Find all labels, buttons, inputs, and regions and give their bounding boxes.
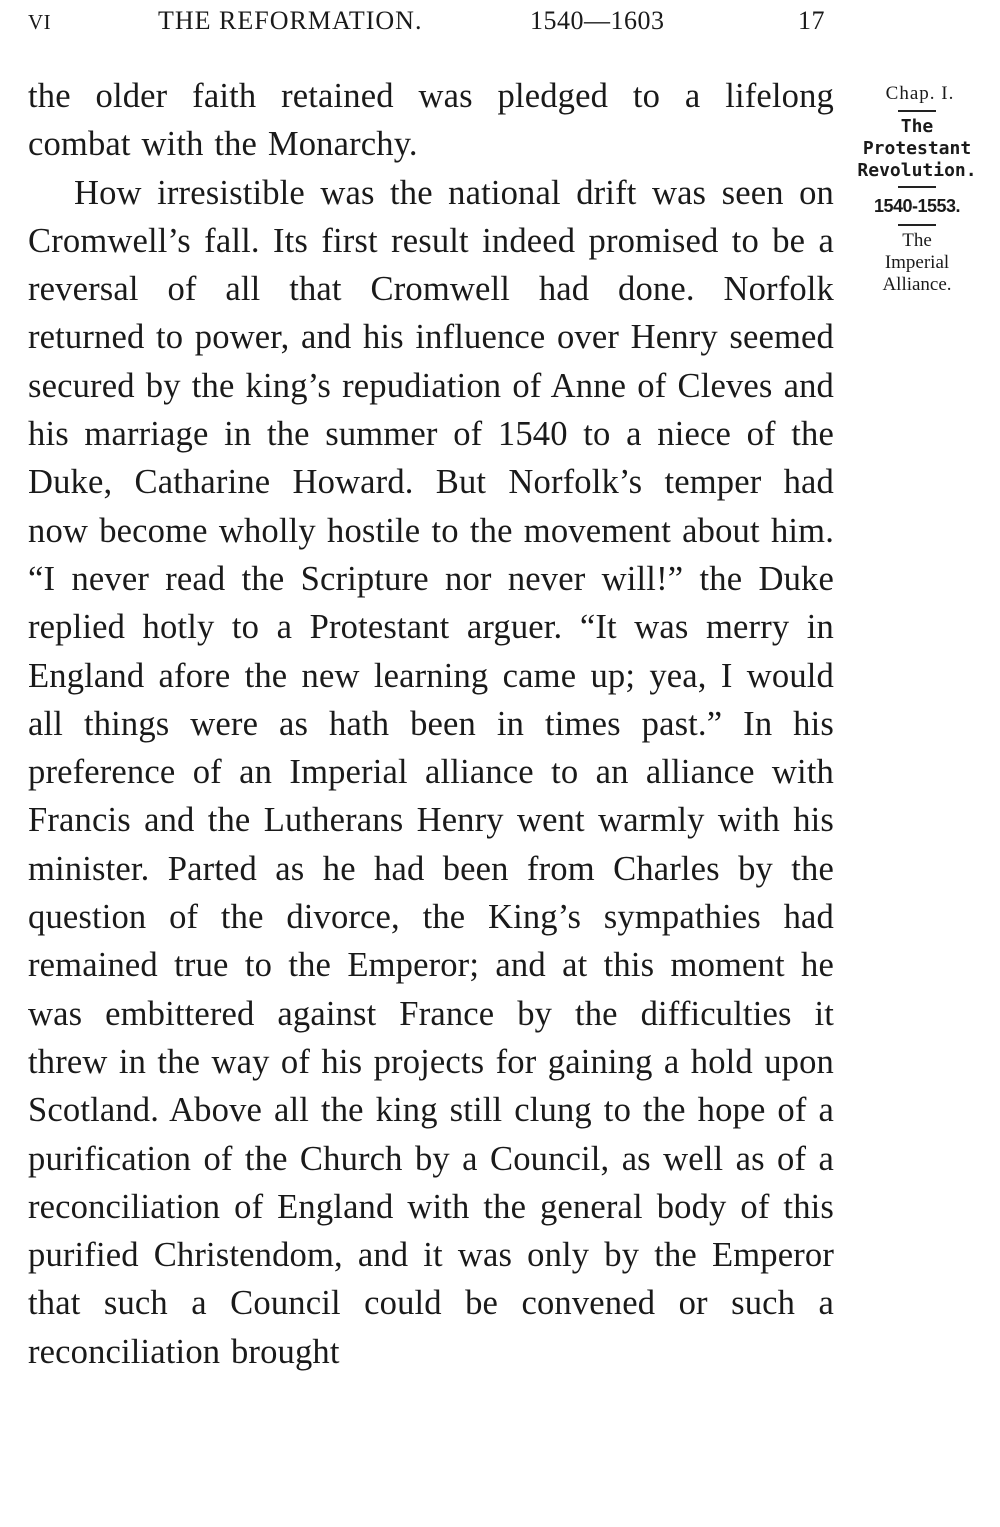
marginal-notes	[842, 82, 992, 296]
paragraph-main: How irresistible was the national drift was seen on Cromwell’s fall. Its first result indeed promised to be a reversal of all that Cromwell had done. Norfolk returned to power, and his influence over Henry seemed secured by the king’s repudiation of Anne of Cleves and his marriage in the summer of 1540 to a niece of the Duke, Catharine Howard. But Norfolk’s temper had now become wholly hostile to the movement about him. “I never read the Scripture nor never will!” the Duke replied hotly to a Protestant arguer. “It was merry in England afore the new learning came up; yea, I would all things were as hath been in times past.” In his preference of an Imperial alliance to an alliance with Francis and the Lutherans Henry went warmly with his minister. Parted as he had been from Charles by the question of the divorce, the King’s sympathies had remained true to the Emperor; and at this moment he was embittered against France by the difficulties it threw in the way of his projects for gaining a hold upon Scotland. Above all the king still clung to the hope of a purification of the Church by a Council, as well as of a reconciliation of England with the general body of this purified Christendom, and it was only by the Emperor that such a Council could be convened or such a reconciliation brought	[28, 173, 834, 1371]
margin-subsection-heading	[842, 230, 992, 296]
margin-subsection-line: Alliance.	[882, 274, 952, 295]
running-head	[28, 6, 838, 36]
margin-section-line: The	[900, 116, 934, 137]
margin-section-line: Protestant	[862, 138, 972, 159]
body-text	[28, 72, 834, 1376]
page-number: 17	[798, 6, 825, 35]
margin-rule	[898, 224, 936, 226]
margin-years: 1540-1553.	[873, 196, 961, 216]
volume-number: VI	[28, 10, 52, 34]
margin-chapter: Chap. I.	[885, 83, 955, 104]
margin-section-heading	[842, 116, 992, 182]
margin-subsection-line: The	[902, 230, 932, 251]
margin-rule	[898, 110, 936, 112]
running-years: 1540—1603	[530, 6, 665, 35]
running-title: THE REFORMATION.	[158, 6, 423, 35]
margin-section-line: Revolution.	[857, 160, 977, 181]
margin-subsection-line: Imperial	[884, 252, 950, 273]
margin-rule	[898, 186, 936, 188]
paragraph-continuation: the older faith retained was pledged to a lifelong combat with the Monarchy.	[28, 77, 834, 164]
